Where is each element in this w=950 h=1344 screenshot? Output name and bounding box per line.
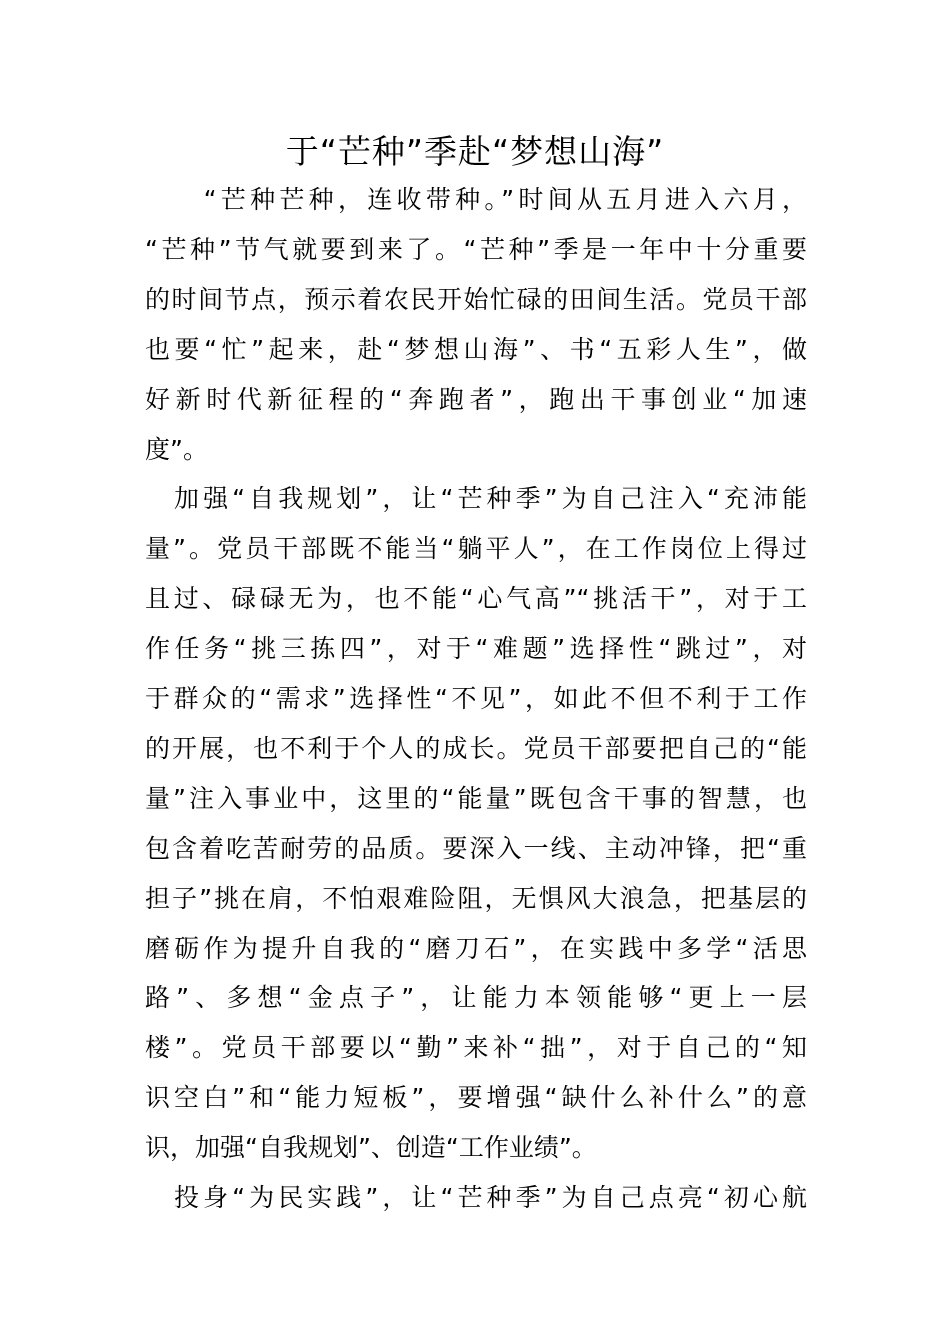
body-line: 投身“为民实践”，让“芒种季”为自己点亮“初心航 — [145, 1183, 807, 1212]
body-line: 识空白”和“能力短板”，要增强“缺什么补什么”的意 — [145, 1083, 807, 1113]
body-line: 度”。 — [145, 434, 208, 464]
body-line: 路”、多想“金点子”，让能力本领能够“更上一层 — [145, 983, 807, 1013]
body-line: 且过、碌碌无为，也不能“心气高”“挑活干”，对于工 — [145, 584, 807, 614]
body-line: 包含着吃苦耐劳的品质。要深入一线、主动冲锋，把“重 — [145, 833, 807, 863]
body-line: 磨砺作为提升自我的“磨刀石”，在实践中多学“活思 — [145, 933, 807, 963]
body-line: 好新时代新征程的“奔跑者”，跑出干事创业“加速 — [145, 384, 807, 414]
body-line: 的开展，也不利于个人的成长。党员干部要把自己的“能 — [145, 733, 807, 763]
body-line: 担子”挑在肩，不怕艰难险阻，无惧风大浪急，把基层的 — [145, 883, 807, 913]
body-line: 量”注入事业中，这里的“能量”既包含干事的智慧，也 — [145, 783, 807, 813]
body-line: 楼”。党员干部要以“勤”来补“拙”，对于自己的“知 — [145, 1033, 807, 1063]
document-title: 于“芒种”季赴“梦想山海” — [285, 132, 665, 171]
body-line: 识，加强“自我规划”、创造“工作业绩”。 — [145, 1133, 597, 1163]
body-line: 的时间节点，预示着农民开始忙碌的田间生活。党员干部 — [145, 284, 807, 314]
body-line: 作任务“挑三拣四”，对于“难题”选择性“跳过”，对 — [145, 634, 807, 664]
body-line: “芒种”节气就要到来了。“芒种”季是一年中十分重要 — [145, 234, 807, 264]
body-line: 也要“忙”起来，赴“梦想山海”、书“五彩人生”，做 — [145, 334, 807, 364]
body-line: 加强“自我规划”，让“芒种季”为自己注入“充沛能 — [145, 484, 807, 514]
body-line: 量”。党员干部既不能当“躺平人”，在工作岗位上得过 — [145, 534, 807, 564]
body-line: 于群众的“需求”选择性“不见”，如此不但不利于工作 — [145, 684, 807, 713]
body-line: “芒种芒种，连收带种。”时间从五月进入六月， — [145, 185, 807, 214]
